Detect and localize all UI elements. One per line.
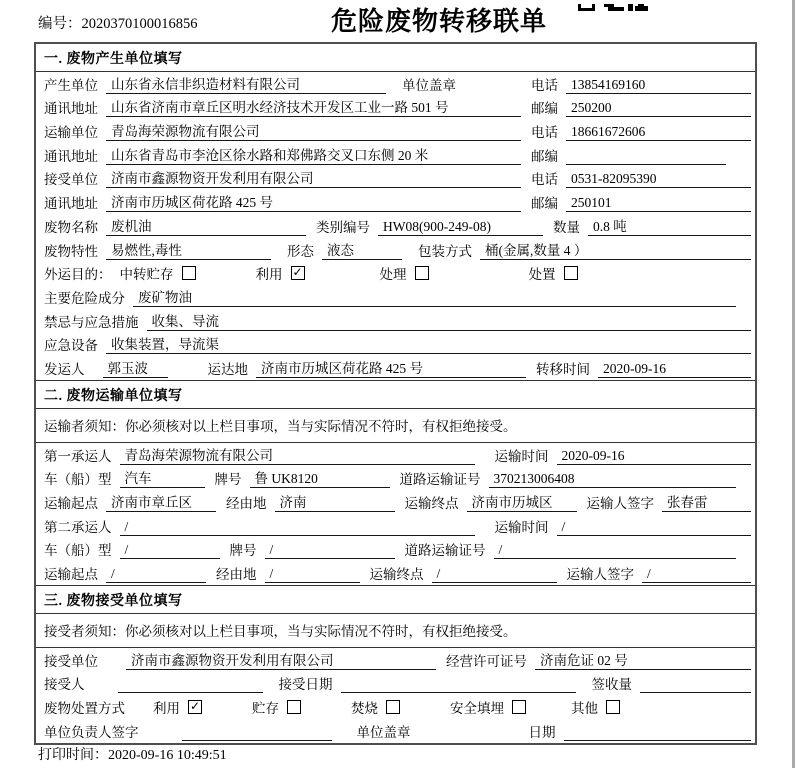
transport-time2-value: / — [557, 519, 752, 536]
receiver-zip-label: 邮编 — [531, 196, 558, 212]
first-carrier-value: 青岛海荣源物流有限公司 — [120, 444, 475, 465]
vehicle-type-value: 汽车 — [120, 467, 205, 488]
producer-address-label: 通讯地址 — [44, 101, 98, 117]
responsible-sign-value — [182, 725, 332, 741]
row-producer — [36, 72, 755, 96]
transporter2-sign-value: / — [642, 566, 751, 583]
row-first-carrier — [36, 443, 755, 467]
purpose-option-label: 中转贮存 — [119, 267, 174, 283]
route2-via-label: 经由地 — [216, 567, 257, 583]
purpose-option-label: 处理 — [379, 267, 407, 283]
road-permit2-label: 道路运输证号 — [404, 543, 486, 559]
receiver-address-value: 济南市历城区荷花路 425 号 — [106, 191, 521, 212]
checkbox-other — [606, 700, 620, 714]
checkbox-landfill — [512, 700, 526, 714]
vehicle-type-label: 车（船）型 — [44, 472, 112, 488]
disposal-option-utilize — [153, 697, 202, 717]
row-responsible-sign — [36, 719, 755, 743]
emergency-equipment-label: 应急设备 — [44, 338, 98, 354]
disposal-option-label: 利用 — [153, 701, 180, 717]
row-receiver — [36, 167, 755, 191]
print-time-row — [38, 744, 227, 764]
doc-number-row — [38, 12, 198, 33]
row-waste-name — [36, 214, 755, 238]
receipt-qty-label: 签收量 — [591, 677, 632, 693]
waste-qty-value: 0.8 吨 — [588, 215, 751, 236]
row-producer-address — [36, 96, 755, 120]
disposal-option-incinerate — [351, 697, 400, 717]
plate-value: 鲁 UK8120 — [250, 467, 390, 488]
unit-seal-label: 单位盖章 — [402, 77, 456, 93]
transfer-purpose-label: 外运目的： — [44, 267, 112, 283]
license-value: 济南危证 02 号 — [535, 649, 751, 670]
transporter-sign-label: 运输人签字 — [586, 496, 654, 511]
row-vehicle-2 — [36, 538, 755, 562]
accept-date-value — [341, 677, 576, 693]
destination-label: 运达地 — [207, 361, 248, 377]
row-emergency-equipment — [36, 333, 755, 357]
disposal-option-other — [571, 697, 620, 717]
row-route-2 — [36, 561, 755, 585]
road-permit2-value: / — [494, 542, 737, 559]
destination-value: 济南市历城区荷花路 425 号 — [256, 357, 526, 378]
qr-code-partial-icon — [578, 0, 648, 8]
accept-unit-value: 济南市鑫源物资开发利用有限公司 — [126, 649, 436, 670]
taboo-measures-value: 收集、导流 — [147, 310, 752, 331]
producer-value: 山东省永信非织造材料有限公司 — [106, 73, 386, 94]
waste-name-value: 废机油 — [106, 215, 306, 236]
road-permit-label: 道路运输证号 — [399, 472, 481, 488]
vehicle-type2-value: / — [120, 542, 220, 559]
section2-header: 二. 废物运输单位填写 — [36, 380, 755, 409]
disposal-option-landfill — [450, 697, 526, 717]
transfer-time-label: 转移时间 — [536, 361, 590, 377]
route2-end-label: 运输终点 — [369, 567, 424, 583]
waste-name-label: 废物名称 — [44, 219, 98, 235]
acceptor-label: 接受人 — [44, 677, 85, 693]
checkbox-utilize — [291, 266, 305, 280]
receiver-label: 接受单位 — [44, 172, 98, 188]
waste-traits-label: 废物特性 — [44, 243, 98, 259]
row-transfer-purpose — [36, 262, 755, 286]
row-vehicle-1 — [36, 467, 755, 491]
road-permit-value: 370213006408 — [489, 471, 737, 488]
unit-seal2-label: 单位盖章 — [356, 724, 411, 740]
sign-date-value — [564, 725, 752, 741]
row-transporter — [36, 119, 755, 143]
purpose-option-utilize — [256, 263, 305, 283]
route2-start-label: 运输起点 — [44, 567, 98, 583]
purpose-option-dispose — [529, 263, 578, 283]
producer-label: 产生单位 — [44, 77, 98, 93]
disposal-option-label: 贮存 — [252, 701, 279, 717]
transporter-sign-value: 张春雷 — [662, 491, 751, 512]
route2-start-value: / — [106, 566, 206, 583]
row-second-carrier — [36, 514, 755, 538]
first-carrier-label: 第一承运人 — [44, 448, 112, 464]
plate2-value: / — [265, 542, 395, 559]
transfer-time-value: 2020-09-16 — [598, 361, 751, 378]
row-accept-unit — [36, 648, 755, 672]
producer-address-value: 山东省济南市章丘区明水经济技术开发区工业一路 501 号 — [106, 96, 521, 117]
plate2-label: 牌号 — [229, 543, 257, 559]
receiver-phone-value: 0531-82095390 — [566, 171, 751, 188]
transporter-address-label: 通讯地址 — [44, 148, 98, 164]
hazard-component-value: 废矿物油 — [133, 286, 736, 307]
checkbox-store — [287, 700, 301, 714]
disposal-method-label: 废物处置方式 — [44, 701, 125, 717]
checkbox-treat — [415, 266, 429, 280]
producer-zip-value: 250200 — [566, 100, 751, 117]
packing-label: 包装方式 — [418, 243, 472, 259]
waste-form-value: 液态 — [322, 239, 402, 260]
check-mark: ✓ — [292, 265, 303, 280]
section2-notice: 运输者须知：你必须核对以上栏目事项，当与实际情况不符时，有权拒绝接受。 — [36, 409, 755, 443]
transporter-address-value: 山东省青岛市李沧区徐水路和郑佛路交叉口东侧 20 米 — [106, 144, 521, 165]
disposal-option-label: 安全填埋 — [450, 701, 504, 717]
row-waste-traits — [36, 238, 755, 262]
doc-number-label: 编号： — [38, 16, 82, 32]
receiver-phone-label: 电话 — [531, 172, 558, 188]
purpose-option-label: 利用 — [255, 267, 283, 283]
producer-phone-value: 13854169160 — [566, 77, 751, 94]
row-hazard-component — [36, 285, 755, 309]
transporter-value: 青岛海荣源物流有限公司 — [106, 120, 521, 141]
receiver-address-label: 通讯地址 — [44, 196, 98, 212]
row-route-1 — [36, 490, 755, 514]
transporter-zip-label: 邮编 — [531, 148, 558, 164]
route-start-value: 济南市章丘区 — [106, 491, 216, 512]
route2-via-value: / — [265, 566, 360, 583]
print-time-value: 2020-09-16 10:49:51 — [108, 748, 227, 763]
transport-time-value: 2020-09-16 — [557, 448, 752, 465]
accept-unit-label: 接受单位 — [44, 653, 98, 669]
receiver-value: 济南市鑫源物资开发利用有限公司 — [106, 167, 521, 188]
purpose-option-treat — [380, 263, 429, 283]
disposal-option-store — [252, 697, 301, 717]
row-disposal-method — [36, 695, 755, 719]
page-edge-divider — [792, 0, 795, 768]
waste-category-value: HW08(900-249-08) — [378, 219, 543, 236]
checkbox-disposal-utilize — [188, 700, 202, 714]
transporter-label: 运输单位 — [44, 125, 98, 141]
transporter-phone-label: 电话 — [531, 125, 558, 141]
taboo-measures-label: 禁忌与应急措施 — [44, 314, 139, 330]
plate-label: 牌号 — [214, 472, 242, 488]
section3-notice: 接受者须知：你必须核对以上栏目事项，当与实际情况不符时，有权拒绝接受。 — [36, 614, 755, 648]
hazard-component-label: 主要危险成分 — [44, 290, 125, 306]
receipt-qty-value — [640, 677, 751, 693]
checkbox-dispose — [564, 266, 578, 280]
waste-form-label: 形态 — [287, 243, 314, 259]
dispatcher-value: 郭玉波 — [103, 357, 168, 378]
dispatcher-label: 发运人 — [44, 361, 85, 377]
packing-value: 桶(金属,数量 4 ） — [480, 239, 751, 260]
checkbox-incinerate — [386, 700, 400, 714]
responsible-sign-label: 单位负责人签字 — [44, 724, 139, 740]
second-carrier-label: 第二承运人 — [44, 519, 112, 535]
transport-time-label: 运输时间 — [494, 448, 549, 464]
row-dispatcher — [36, 356, 755, 380]
producer-phone-label: 电话 — [531, 77, 558, 93]
waste-qty-label: 数量 — [553, 219, 580, 235]
transporter-phone-value: 18661672606 — [566, 124, 751, 141]
purpose-option-label: 处置 — [528, 267, 556, 283]
row-taboo-measures — [36, 309, 755, 333]
disposal-option-label: 其他 — [571, 701, 598, 717]
row-receiver-address — [36, 190, 755, 214]
check-mark: ✓ — [189, 699, 201, 714]
row-acceptor — [36, 672, 755, 696]
route-via-value: 济南 — [275, 491, 395, 512]
route2-end-value: / — [432, 566, 557, 583]
emergency-equipment-value: 收集装置，导流渠 — [106, 333, 751, 354]
transport-time2-label: 运输时间 — [494, 519, 549, 535]
second-carrier-value: / — [120, 519, 475, 536]
print-time-label: 打印时间： — [38, 748, 108, 763]
waste-category-label: 类别编号 — [316, 219, 370, 235]
producer-zip-label: 邮编 — [531, 101, 558, 117]
acceptor-value — [118, 677, 263, 693]
transporter-zip-value — [566, 149, 726, 165]
route-start-label: 运输起点 — [44, 496, 98, 511]
section1-header: 一. 废物产生单位填写 — [36, 44, 755, 72]
purpose-option-transfer-storage — [120, 263, 196, 283]
receiver-zip-value: 250101 — [566, 195, 751, 212]
license-label: 经营许可证号 — [446, 653, 527, 669]
route-end-label: 运输终点 — [404, 496, 459, 511]
manifest-table — [34, 42, 757, 745]
route-end-value: 济南市历城区 — [467, 491, 577, 512]
vehicle-type2-label: 车（船）型 — [44, 543, 112, 559]
checkbox-transfer-storage — [182, 266, 196, 280]
doc-title: 危险废物转移联单 — [331, 7, 548, 36]
doc-number: 2020370100016856 — [81, 16, 198, 32]
row-transporter-address — [36, 143, 755, 167]
transporter2-sign-label: 运输人签字 — [566, 567, 634, 583]
sign-date-label: 日期 — [528, 724, 556, 740]
disposal-option-label: 焚烧 — [351, 701, 378, 717]
section3-header: 三. 废物接受单位填写 — [36, 585, 755, 614]
accept-date-label: 接受日期 — [278, 677, 333, 693]
waste-traits-value: 易燃性,毒性 — [106, 239, 271, 260]
route-via-label: 经由地 — [226, 496, 267, 511]
